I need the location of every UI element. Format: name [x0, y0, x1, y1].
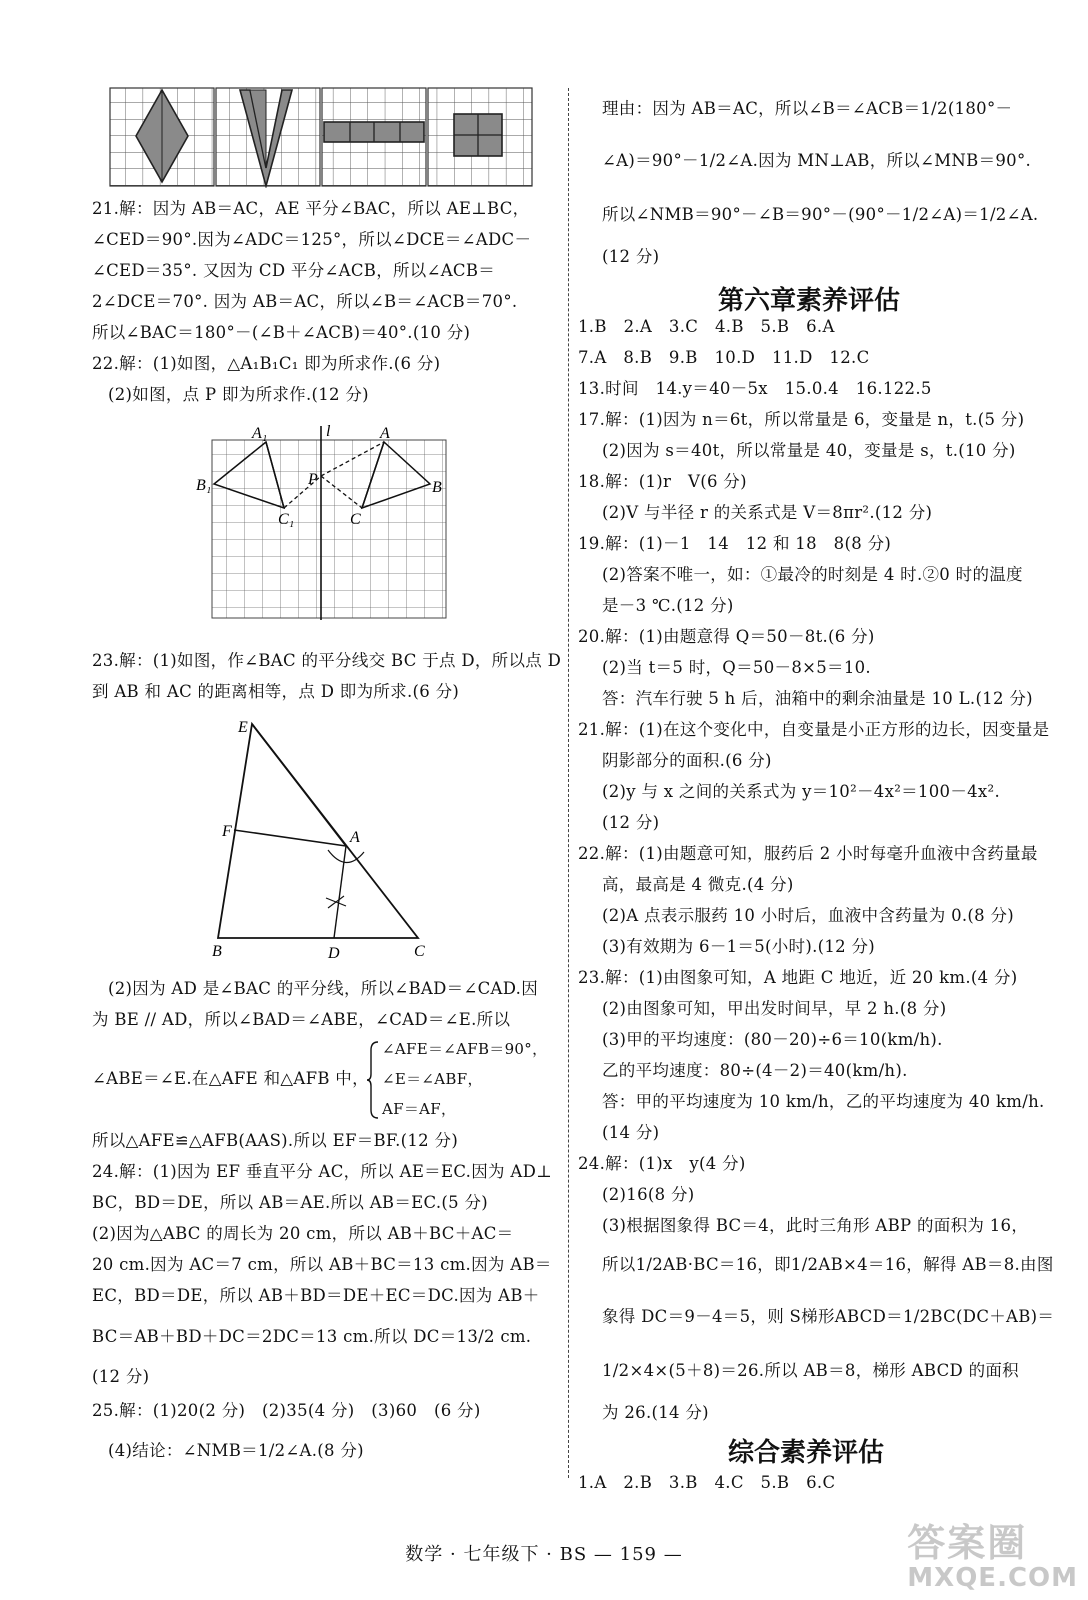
q23-system-2: ∠E＝∠ABF， — [382, 1070, 483, 1088]
ch6-q23-4: 乙的平均速度：80÷(4－2)＝40(km/h). — [602, 1061, 908, 1080]
ch6-q21-1: 21.解：(1)在这个变化中，自变量是小正方形的边长，因变量是 — [578, 720, 1050, 739]
label-l: l — [326, 423, 331, 440]
ch6-q22-1: 22.解：(1)由题意可知，服药后 2 小时每毫升血液中含药量最 — [578, 844, 1038, 863]
q22-grid-figure — [190, 420, 450, 620]
label-F: F — [222, 823, 232, 840]
ch6-q23-6: (14 分) — [602, 1123, 660, 1142]
watermark-line-1: 答案圈 — [907, 1521, 1028, 1565]
q23-line-5: ∠ABE＝∠E.在△AFE 和△AFB 中， — [92, 1069, 369, 1088]
label-B: B — [212, 943, 222, 960]
ch6-mc-2: 7.A 8.B 9.B 10.D 11.D 12.C — [578, 348, 870, 367]
symmetry-grid-figures — [108, 86, 560, 188]
q24-line-3: (2)因为△ABC 的周长为 20 cm，所以 AB＋BC＋AC＝ — [92, 1224, 514, 1243]
grid-panel-square — [428, 88, 532, 186]
ch6-q23-2: (2)由图象可知，甲出发时间早，早 2 h.(8 分) — [602, 999, 947, 1018]
ch6-q24-5: 象得 DC＝9－4＝5，则 S梯形ABCD＝1/2BC(DC＋AB)＝ — [602, 1307, 1055, 1326]
grid-panel-bar — [322, 88, 426, 186]
comp-mc-1: 1.A 2.B 3.B 4.C 5.B 6.C — [578, 1473, 836, 1492]
ch6-q20-2: (2)当 t＝5 时，Q＝50－8×5＝10. — [602, 658, 871, 677]
label-C: C — [414, 943, 425, 960]
q25-line-1: 25.解：(1)20(2 分) (2)35(4 分) (3)60 (6 分) — [92, 1401, 481, 1420]
q25-reason-1: 理由：因为 AB＝AC，所以∠B＝∠ACB＝1/2(180°－ — [602, 99, 1013, 118]
ch6-q17-1: 17.解：(1)因为 n＝6t，所以常量是 6，变量是 n，t.(5 分) — [578, 410, 1025, 429]
ch6-q21-4: (12 分) — [602, 813, 660, 832]
q24-line-7: (12 分) — [92, 1367, 150, 1386]
brace — [366, 1040, 380, 1120]
label-A: A — [350, 829, 360, 846]
ch6-q24-6: 1/2×4×(5＋8)＝26.所以 AB＝8，梯形 ABCD 的面积 — [602, 1361, 1019, 1380]
q24-line-6: BC＝AB＋BD＋DC＝2DC＝13 cm.所以 DC＝13/2 cm. — [92, 1327, 532, 1346]
ch6-q22-2: 高，最高是 4 微克.(4 分) — [602, 875, 794, 894]
q21-line-4: 2∠DCE＝70°. 因为 AB＝AC，所以∠B＝∠ACB＝70°. — [92, 292, 518, 311]
grid-panel-rhombus — [110, 88, 214, 186]
ch6-q19-1: 19.解：(1)－1 14 12 和 18 8(8 分) — [578, 534, 892, 553]
ch6-q17-2: (2)因为 s＝40t，所以常量是 40，变量是 s，t.(10 分) — [602, 441, 1016, 460]
label-A1: A₁ — [252, 425, 268, 442]
ch6-q23-3: (3)甲的平均速度：(80－20)÷6＝10(km/h). — [602, 1030, 943, 1049]
ch6-q20-3: 答：汽车行驶 5 h 后，油箱中的剩余油量是 10 L.(12 分) — [602, 689, 1033, 708]
grid-panel-v-shape — [216, 88, 320, 186]
ch6-q23-5: 答：甲的平均速度为 10 km/h，乙的平均速度为 40 km/h. — [602, 1092, 1045, 1111]
label-C1: C₁ — [278, 511, 295, 528]
q24-line-2: BC，BD＝DE，所以 AB＝AE.所以 AB＝EC.(5 分) — [92, 1193, 489, 1212]
watermark — [907, 1512, 1078, 1593]
q22-line-1: 22.解：(1)如图，△A₁B₁C₁ 即为所求作.(6 分) — [92, 354, 441, 373]
ch6-q23-1: 23.解：(1)由图象可知，A 地距 C 地近，近 20 km.(4 分) — [578, 968, 1018, 987]
ch6-q19-3: 是－3 ℃.(12 分) — [602, 596, 734, 615]
label-B: B — [432, 479, 442, 496]
ch6-q21-2: 阴影部分的面积.(6 分) — [602, 751, 772, 770]
ch6-q24-7: 为 26.(14 分) — [602, 1403, 709, 1422]
heading-comprehensive: 综合素养评估 — [728, 1438, 885, 1468]
label-B1: B₁ — [196, 477, 212, 494]
q23-triangle-figure — [200, 712, 440, 962]
ch6-q20-1: 20.解：(1)由题意得 Q＝50－8t.(6 分) — [578, 627, 875, 646]
q25-reason-2: ∠A)＝90°－1/2∠A.因为 MN⊥AB，所以∠MNB＝90°. — [602, 151, 1032, 170]
q25-reason-4: (12 分) — [602, 247, 660, 266]
q23-line-6: 所以△AFE≌△AFB(AAS).所以 EF＝BF.(12 分) — [92, 1131, 459, 1150]
q24-line-5: EC，BD＝DE，所以 AB＋BD＝DE＋EC＝DC.因为 AB＋ — [92, 1286, 540, 1305]
q24-line-4: 20 cm.因为 AC＝7 cm，所以 AB＋BC＝13 cm.因为 AB＝ — [92, 1255, 552, 1274]
ch6-fill: 13.时间 14.y＝40－5x 15.0.4 16.122.5 — [578, 379, 932, 398]
q23-line-3: (2)因为 AD 是∠BAC 的平分线，所以∠BAD＝∠CAD.因 — [108, 979, 538, 998]
column-divider — [568, 88, 569, 1478]
q23-line-4: 为 BE // AD，所以∠BAD＝∠ABE，∠CAD＝∠E.所以 — [92, 1010, 511, 1029]
ch6-q22-3: (2)A 点表示服药 10 小时后，血液中含药量为 0.(8 分) — [602, 906, 1015, 925]
q22-line-2: (2)如图，点 P 即为所求作.(12 分) — [108, 385, 369, 404]
label-D: D — [328, 945, 340, 962]
page-footer: 数学 · 七年级下 · BS — 159 — — [405, 1544, 683, 1565]
q21-line-3: ∠CED＝35°. 又因为 CD 平分∠ACB，所以∠ACB＝ — [92, 261, 496, 280]
ch6-q21-3: (2)y 与 x 之间的关系式为 y＝10²－4x²＝100－4x². — [602, 782, 1000, 801]
q23-line-2: 到 AB 和 AC 的距离相等，点 D 即为所求.(6 分) — [92, 682, 460, 701]
q23-system-3: AF＝AF， — [382, 1100, 457, 1118]
watermark-line-2: MXQE.COM — [907, 1563, 1078, 1593]
ch6-q24-3: (3)根据图象得 BC＝4，此时三角形 ABP 的面积为 16， — [602, 1216, 1029, 1235]
ch6-q18-2: (2)V 与半径 r 的关系式是 V＝8πr².(12 分) — [602, 503, 933, 522]
label-E: E — [238, 719, 248, 736]
ch6-q24-2: (2)16(8 分) — [602, 1185, 695, 1204]
ch6-q19-2: (2)答案不唯一，如：①最冷的时刻是 4 时.②0 时的温度 — [602, 565, 1023, 584]
q21-line-1: 21.解：因为 AB＝AC，AE 平分∠BAC，所以 AE⊥BC， — [92, 199, 530, 218]
q21-line-2: ∠CED＝90°.因为∠ADC＝125°，所以∠DCE＝∠ADC－ — [92, 230, 532, 249]
label-C: C — [350, 511, 361, 528]
label-A: A — [380, 425, 390, 442]
ch6-q22-4: (3)有效期为 6－1＝5(小时).(12 分) — [602, 937, 876, 956]
q21-line-5: 所以∠BAC＝180°－(∠B＋∠ACB)＝40°.(10 分) — [92, 323, 471, 342]
ch6-q18-1: 18.解：(1)r V(6 分) — [578, 472, 747, 491]
ch6-q24-1: 24.解：(1)x y(4 分) — [578, 1154, 746, 1173]
heading-chapter6: 第六章素养评估 — [718, 286, 901, 316]
q25-line-2: (4)结论：∠NMB＝1/2∠A.(8 分) — [108, 1441, 364, 1460]
ch6-q24-4: 所以1/2AB·BC＝16，即1/2AB×4＝16，解得 AB＝8.由图 — [602, 1255, 1054, 1274]
ch6-mc-1: 1.B 2.A 3.C 4.B 5.B 6.A — [578, 317, 835, 336]
q23-line-1: 23.解：(1)如图，作∠BAC 的平分线交 BC 于点 D，所以点 D — [92, 651, 562, 670]
q25-reason-3: 所以∠NMB＝90°－∠B＝90°－(90°－1/2∠A)＝1/2∠A. — [602, 205, 1039, 224]
q23-system-1: ∠AFE＝∠AFB＝90°， — [382, 1040, 548, 1058]
q24-line-1: 24.解：(1)因为 EF 垂直平分 AC，所以 AE＝EC.因为 AD⊥ — [92, 1162, 552, 1181]
label-P: P — [308, 471, 318, 488]
